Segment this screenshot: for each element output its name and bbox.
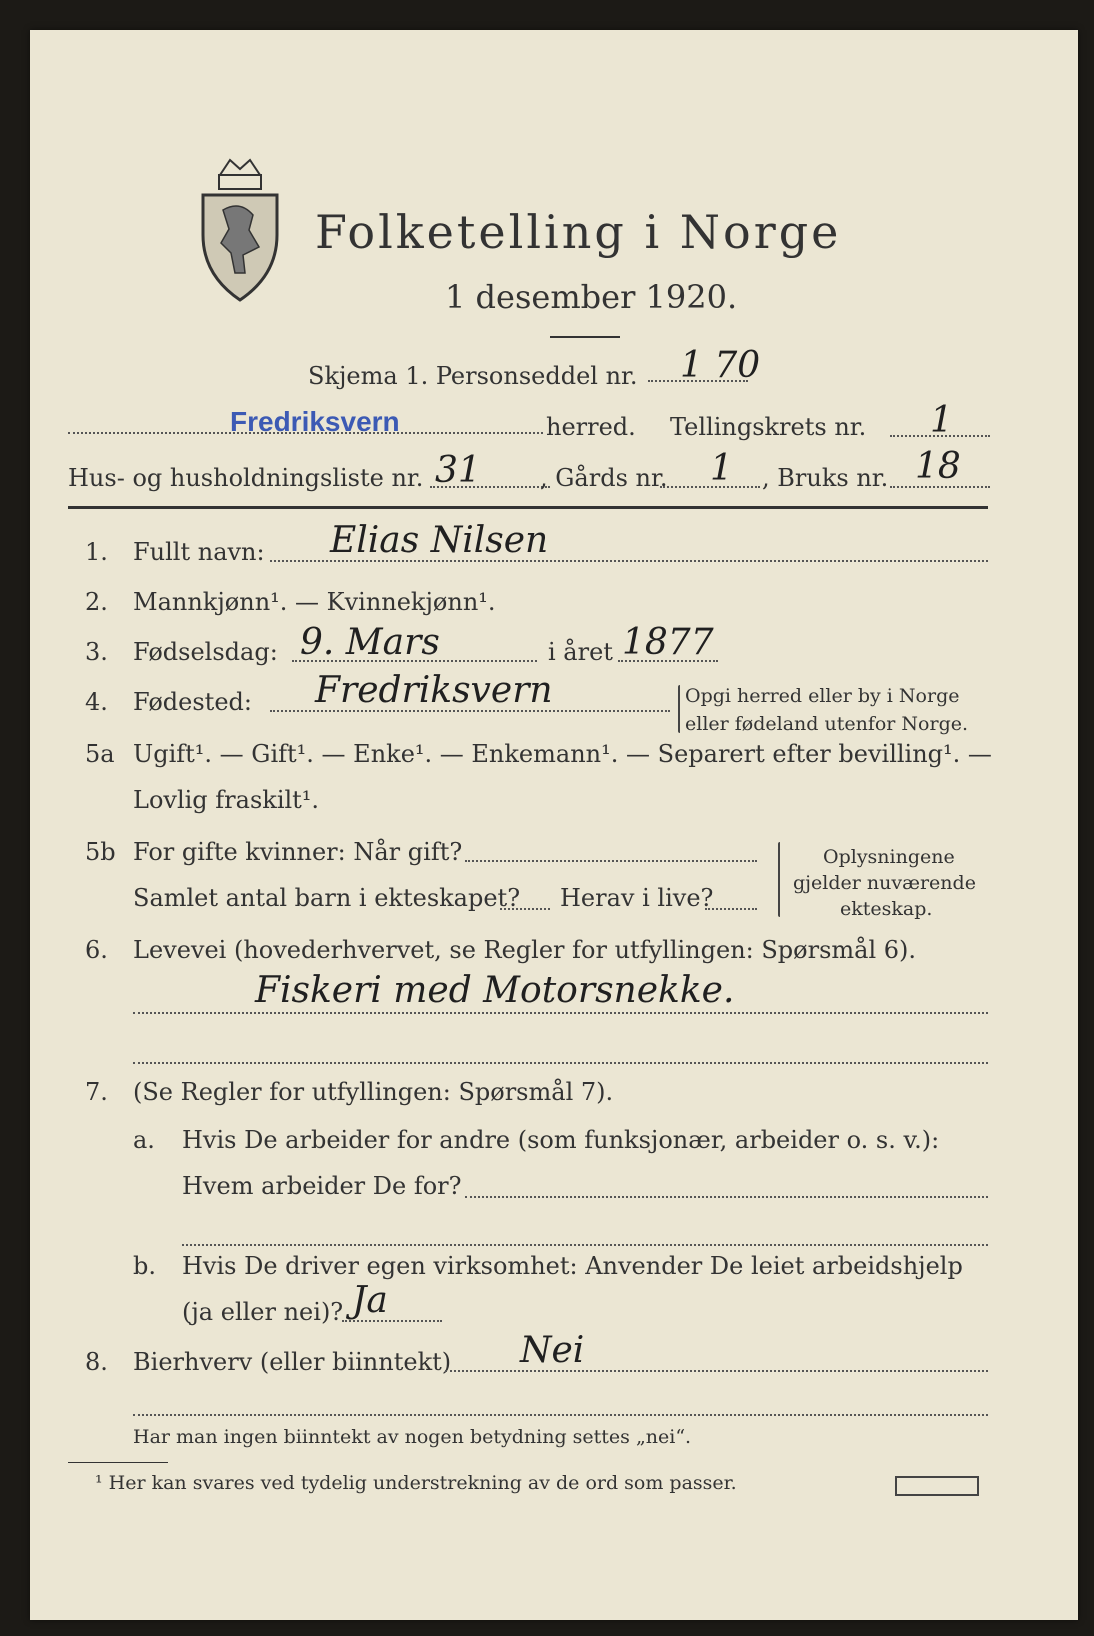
employs-help-value[interactable]: Ja (352, 1280, 388, 1321)
q2-label: Mannkjønn¹. — Kvinnekjønn¹. (133, 588, 496, 616)
form-date: 1 desember 1920. (445, 278, 738, 316)
bruks-value[interactable]: 18 (915, 446, 961, 487)
q2-number: 2. (85, 588, 108, 616)
census-form (30, 30, 1078, 1620)
q4-note-line1: Opgi herred eller by i Norge (685, 685, 960, 707)
q5a-options: Ugift¹. — Gift¹. — Enke¹. — Enkemann¹. — Separert efter bevilling¹. — (133, 740, 992, 768)
q7a-question: Hvis De arbeider for andre (som funksjonær, arbeider o. s. v.): (182, 1126, 940, 1154)
side-income-value[interactable]: Nei (520, 1330, 585, 1371)
q4-label: Fødested: (133, 688, 252, 716)
footnote: ¹ Her kan svares ved tydelig understrekning av de ord som passer. (95, 1472, 737, 1494)
tellingskrets-value[interactable]: 1 (930, 400, 953, 441)
q7b-question-cont: (ja eller nei)? (182, 1298, 344, 1326)
personseddel-number-value[interactable]: 1 70 (680, 345, 761, 386)
herred-label: herred. (546, 413, 636, 441)
gards-label: , Gårds nr. (540, 464, 668, 492)
q7a-question-cont: Hvem arbeider De for? (182, 1172, 462, 1200)
q8-label: Bierhverv (eller biinntekt) (133, 1348, 452, 1376)
norwegian-coat-of-arms-icon (195, 155, 285, 305)
q6-label: Levevei (hovederhvervet, se Regler for utfyllingen: Spørsmål 6). (133, 936, 917, 964)
husholdningsliste-value[interactable]: 31 (435, 450, 481, 491)
q4-number: 4. (85, 688, 108, 716)
printer-mark (895, 1476, 979, 1496)
q1-label: Fullt navn: (133, 538, 265, 566)
gards-value[interactable]: 1 (710, 448, 733, 489)
bruks-label: , Bruks nr. (762, 464, 889, 492)
q3-label: Fødselsdag: (133, 638, 278, 666)
q5a-options-cont: Lovlig fraskilt¹. (133, 786, 320, 814)
full-name-value[interactable]: Elias Nilsen (330, 520, 549, 561)
q7b-question: Hvis De driver egen virksomhet: Anvender De leiet arbeidshjelp (182, 1252, 963, 1280)
q1-number: 1. (85, 538, 108, 566)
occupation-value[interactable]: Fiskeri med Motorsnekke. (255, 970, 735, 1011)
q6-number: 6. (85, 936, 108, 964)
q4-note-line2: eller fødeland utenfor Norge. (685, 713, 969, 735)
q3-year-label: i året (548, 638, 613, 666)
q5b-note-line2: gjelder nuværende (793, 872, 976, 894)
q5b-alive-label: Herav i live? (560, 884, 714, 912)
q8-number: 8. (85, 1348, 108, 1376)
q7-label: (Se Regler for utfyllingen: Spørsmål 7). (133, 1078, 614, 1106)
q5b-label: For gifte kvinner: Når gift? (133, 838, 463, 866)
q5b-children-label: Samlet antal barn i ekteskapet? (133, 884, 521, 912)
birth-date-value[interactable]: 9. Mars (300, 622, 440, 663)
husholdningsliste-label: Hus- og husholdningsliste nr. (68, 464, 424, 492)
q5b-number: 5b (85, 838, 116, 866)
q5b-note-line3: ekteskap. (840, 898, 933, 920)
q5a-number: 5a (85, 740, 115, 768)
q8-note: Har man ingen biinntekt av nogen betydning settes „nei“. (133, 1426, 692, 1448)
q3-number: 3. (85, 638, 108, 666)
form-title: Folketelling i Norge (315, 205, 842, 259)
birth-year-value[interactable]: 1877 (622, 622, 714, 663)
tellingskrets-label: Tellingskrets nr. (670, 413, 867, 441)
herred-stamp: Fredriksvern (230, 406, 400, 437)
birthplace-value[interactable]: Fredriksvern (315, 670, 553, 711)
q7-number: 7. (85, 1078, 108, 1106)
q5b-note-line1: Oplysningene (823, 846, 955, 868)
q7a-letter: a. (133, 1126, 155, 1154)
q7b-letter: b. (133, 1252, 156, 1280)
schema-label: Skjema 1. Personseddel nr. (308, 362, 638, 390)
